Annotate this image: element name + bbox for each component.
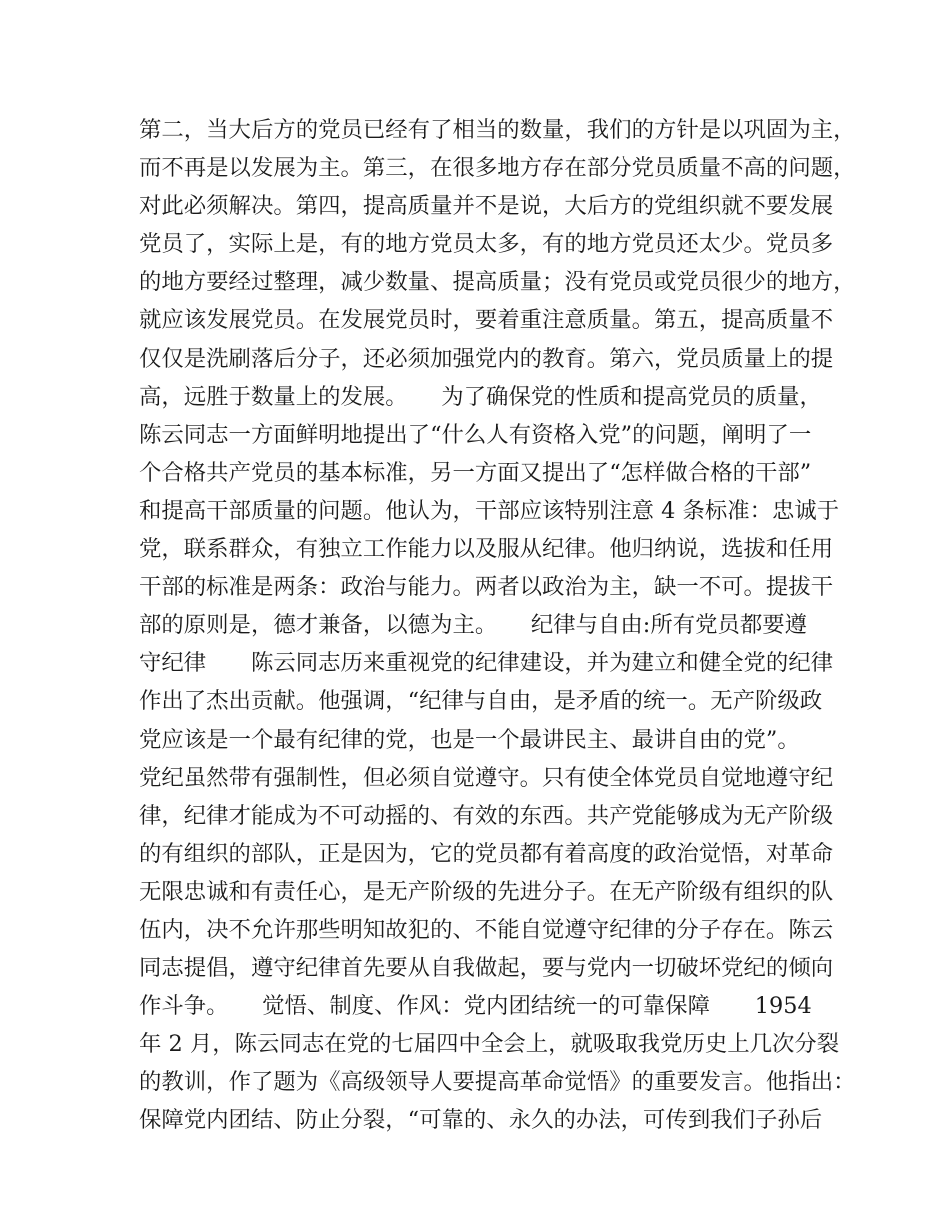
text-line: 部的原则是，德才兼备，以德为主。 纪律与自由:所有党员都要遵: [139, 612, 808, 639]
text-line: 党应该是一个最有纪律的党，也是一个最讲民主、最讲自由的党”。: [139, 726, 800, 753]
text-line: 作出了杰出贡献。他强调，“纪律与自由，是矛盾的统一。无产阶级政: [139, 688, 823, 715]
text-line: 伍内，决不允许那些明知故犯的、不能自觉遵守纪律的分子存在。陈云: [139, 916, 834, 943]
text-line: 高，远胜于数量上的发展。 为了确保党的性质和提高党员的质量，: [139, 383, 822, 410]
text-line: 的地方要经过整理，减少数量、提高质量；没有党员或党员很少的地方，: [139, 269, 856, 296]
text-line: 的有组织的部队，正是因为，它的党员都有着高度的政治觉悟，对革命: [139, 840, 834, 867]
text-line: 个合格共产党员的基本标准，另一方面又提出了“怎样做合格的干部”: [139, 459, 812, 486]
text-line: 党，联系群众，有独立工作能力以及服从纪律。他归纳说，选拔和任用: [139, 536, 834, 563]
text-line: 的教训，作了题为《高级领导人要提高革命觉悟》的重要发言。他指出：: [139, 1069, 856, 1096]
text-line: 保障党内团结、防止分裂，“可靠的、永久的办法，可传到我们子孙后: [139, 1107, 823, 1134]
text-line: 第二，当大后方的党员已经有了相当的数量，我们的方针是以巩固为主，: [139, 117, 856, 143]
text-line: 而不再是以发展为主。第三，在很多地方存在部分党员质量不高的问题，: [139, 155, 856, 182]
text-line: 律，纪律才能成为不可动摇的、有效的东西。共产党能够成为无产阶级: [139, 802, 834, 829]
text-line: 守纪律 陈云同志历来重视党的纪律建设，并为建立和健全党的纪律: [139, 650, 834, 677]
text-line: 党员了，实际上是，有的地方党员太多，有的地方党员还太少。党员多: [139, 231, 834, 258]
text-line: 就应该发展党员。在发展党员时，要着重注意质量。第五，提高质量不: [139, 307, 834, 334]
text-line: 年 2 月，陈云同志在党的七届四中全会上，就吸取我党历史上几次分裂: [139, 1031, 840, 1058]
text-line: 和提高干部质量的问题。他认为，干部应该特别注意 4 条标准：忠诚于: [139, 497, 840, 524]
text-line: 仅仅是洗刷落后分子，还必须加强党内的教育。第六，党员质量上的提: [139, 345, 834, 372]
text-line: 作斗争。 觉悟、制度、作风：党内团结统一的可靠保障 1954: [139, 993, 812, 1020]
text-line: 干部的标准是两条：政治与能力。两者以政治为主，缺一不可。提拔干: [139, 574, 834, 601]
text-line: 无限忠诚和有责任心，是无产阶级的先进分子。在无产阶级有组织的队: [139, 878, 834, 905]
text-line: 同志提倡，遵守纪律首先要从自我做起，要与党内一切破坏党纪的倾向: [139, 955, 834, 982]
text-line: 党纪虽然带有强制性，但必须自觉遵守。只有使全体党员自觉地遵守纪: [139, 764, 834, 791]
text-line: 陈云同志一方面鲜明地提出了“什么人有资格入党”的问题，阐明了一: [139, 421, 812, 448]
body-text: [139, 111, 856, 1140]
text-line: 对此必须解决。第四，提高质量并不是说，大后方的党组织就不要发展: [139, 193, 834, 220]
